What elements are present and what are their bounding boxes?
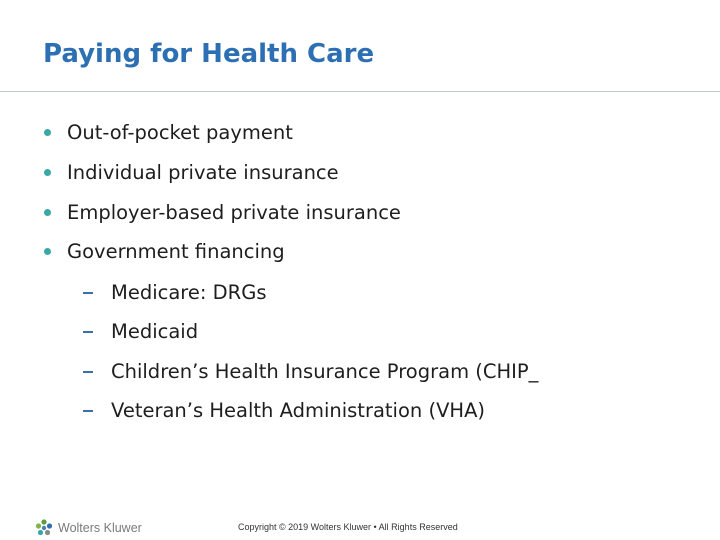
logo-text: Wolters Kluwer [58,521,142,535]
dash-icon [83,292,93,294]
slide-title: Paying for Health Care [43,39,375,69]
bullet-item [44,161,339,184]
copyright-text: Copyright © 2019 Wolters Kluwer • All Rights Reserved [238,522,458,532]
sub-bullet-text: Veteran’s Health Administration (VHA) [111,399,486,422]
bullet-text: Employer-based private insurance [67,201,401,224]
bullet-item [44,240,285,263]
bullet-text: Government financing [67,240,285,263]
bullet-dot-icon [44,129,51,136]
sub-bullet-text: Medicaid [111,320,199,343]
sub-bullet-text: Medicare: DRGs [111,281,267,304]
bullet-dot-icon [44,248,51,255]
bullet-item [44,201,401,224]
sub-bullet-text: Children’s Health Insurance Program (CHIP_ [111,360,539,383]
bullet-text: Individual private insurance [67,161,339,184]
bullet-text: Out-of-pocket payment [67,121,293,144]
dash-icon [83,371,93,373]
wolters-kluwer-logo-icon [34,518,54,538]
bullet-dot-icon [44,209,51,216]
bullet-dot-icon [44,169,51,176]
sub-bullet-item [83,399,485,422]
dash-icon [83,331,93,333]
company-logo [34,518,142,538]
bullet-item [44,121,293,144]
sub-bullet-item [83,320,198,343]
sub-bullet-item [83,360,538,383]
dash-icon [83,410,93,412]
sub-bullet-item [83,281,266,304]
